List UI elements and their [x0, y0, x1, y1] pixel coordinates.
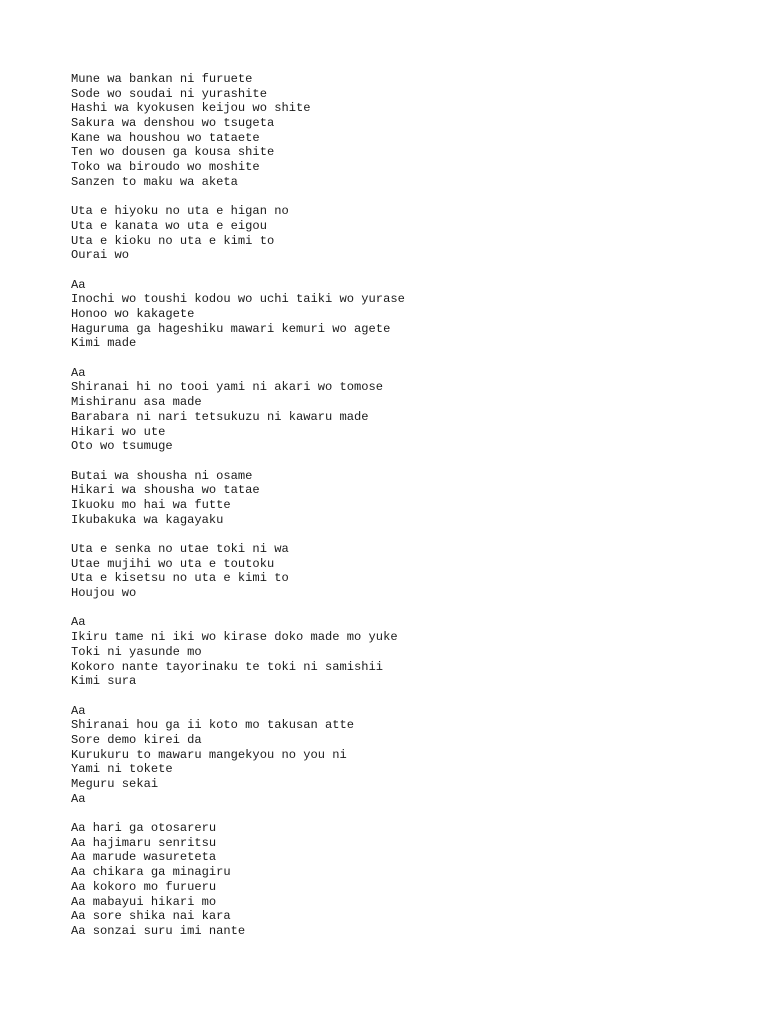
lyric-line: Aa — [71, 277, 86, 292]
lyric-line: Ourai wo — [71, 248, 130, 263]
lyric-line: Toki ni yasunde mo — [71, 644, 202, 659]
lyric-line: Ikuoku mo hai wa futte — [71, 497, 231, 512]
lyric-line: Mune wa bankan ni furuete — [71, 72, 253, 86]
lyric-line: Kurukuru to mawaru mangekyou no you ni — [71, 747, 347, 762]
lyric-line: Ten wo dousen ga kousa shite — [71, 145, 275, 160]
lyric-line: Aa sonzai suru imi nante — [71, 923, 246, 938]
lyric-line: Uta e kioku no uta e kimi to — [71, 233, 275, 248]
lyric-line: Aa kokoro mo furueru — [71, 879, 217, 894]
lyric-line: Houjou wo — [71, 586, 137, 601]
lyric-line: Uta e kisetsu no uta e kimi to — [71, 571, 289, 586]
lyric-line: Ikiru tame ni iki wo kirase doko made mo yuke — [71, 630, 398, 645]
lyric-line: Aa hajimaru senritsu — [71, 835, 217, 850]
lyric-line: Toko wa biroudo wo moshite — [71, 160, 260, 175]
stanza — [71, 469, 405, 528]
lyric-line: Shiranai hou ga ii koto mo takusan atte — [71, 718, 355, 733]
stanza — [71, 366, 405, 454]
lyric-line: Aa hari ga otosareru — [71, 821, 217, 836]
stanza — [71, 615, 405, 688]
lyric-line: Hikari wa shousha wo tatae — [71, 483, 260, 498]
lyric-line: Sode wo soudai ni yurashite — [71, 86, 267, 101]
lyrics-document — [71, 72, 405, 953]
stanza — [71, 821, 405, 939]
lyric-line: Meguru sekai — [71, 777, 159, 791]
lyric-line: Aa — [71, 365, 86, 380]
lyric-line: Aa chikara ga minagiru — [71, 865, 231, 880]
lyric-line: Sore demo kirei da — [71, 732, 202, 747]
lyric-line: Kane wa houshou wo tataete — [71, 130, 260, 145]
lyric-line: Aa sore shika nai kara — [71, 909, 231, 924]
stanza — [71, 278, 405, 351]
lyric-line: Hikari wo ute — [71, 424, 166, 439]
lyric-line: Aa mabayui hikari mo — [71, 894, 217, 909]
lyric-line: Mishiranu asa made — [71, 395, 202, 410]
lyric-line: Inochi wo toushi kodou wo uchi taiki wo yurase — [71, 292, 405, 307]
stanza — [71, 704, 405, 807]
lyric-line: Sakura wa denshou wo tsugeta — [71, 116, 275, 131]
lyric-line: Utae mujihi wo uta e toutoku — [71, 556, 275, 571]
lyric-line: Sanzen to maku wa aketa — [71, 174, 238, 189]
lyric-line: Butai wa shousha ni osame — [71, 468, 253, 483]
lyric-line: Uta e senka no utae toki ni wa — [71, 542, 289, 556]
lyric-line: Aa — [71, 703, 86, 718]
lyric-line: Yami ni tokete — [71, 762, 173, 777]
lyric-line: Uta e hiyoku no uta e higan no — [71, 204, 289, 219]
lyric-line: Aa — [71, 791, 86, 806]
lyric-line: Aa marude wasureteta — [71, 850, 217, 865]
stanza — [71, 72, 405, 190]
stanza — [71, 204, 405, 263]
lyric-line: Kimi sura — [71, 674, 137, 689]
lyric-line: Aa — [71, 615, 86, 630]
lyric-line: Shiranai hi no tooi yami ni akari wo tomose — [71, 380, 384, 395]
lyric-line: Honoo wo kakagete — [71, 307, 195, 321]
lyric-line: Barabara ni nari tetsukuzu ni kawaru made — [71, 409, 369, 424]
lyric-line: Kokoro nante tayorinaku te toki ni samishii — [71, 659, 384, 674]
lyric-line: Oto wo tsumuge — [71, 439, 173, 454]
lyric-line: Ikubakuka wa kagayaku — [71, 512, 224, 527]
lyric-line: Uta e kanata wo uta e eigou — [71, 218, 267, 233]
lyric-line: Kimi made — [71, 336, 137, 351]
lyric-line: Haguruma ga hageshiku mawari kemuri wo agete — [71, 321, 391, 336]
lyric-line: Hashi wa kyokusen keijou wo shite — [71, 101, 311, 116]
stanza — [71, 542, 405, 601]
